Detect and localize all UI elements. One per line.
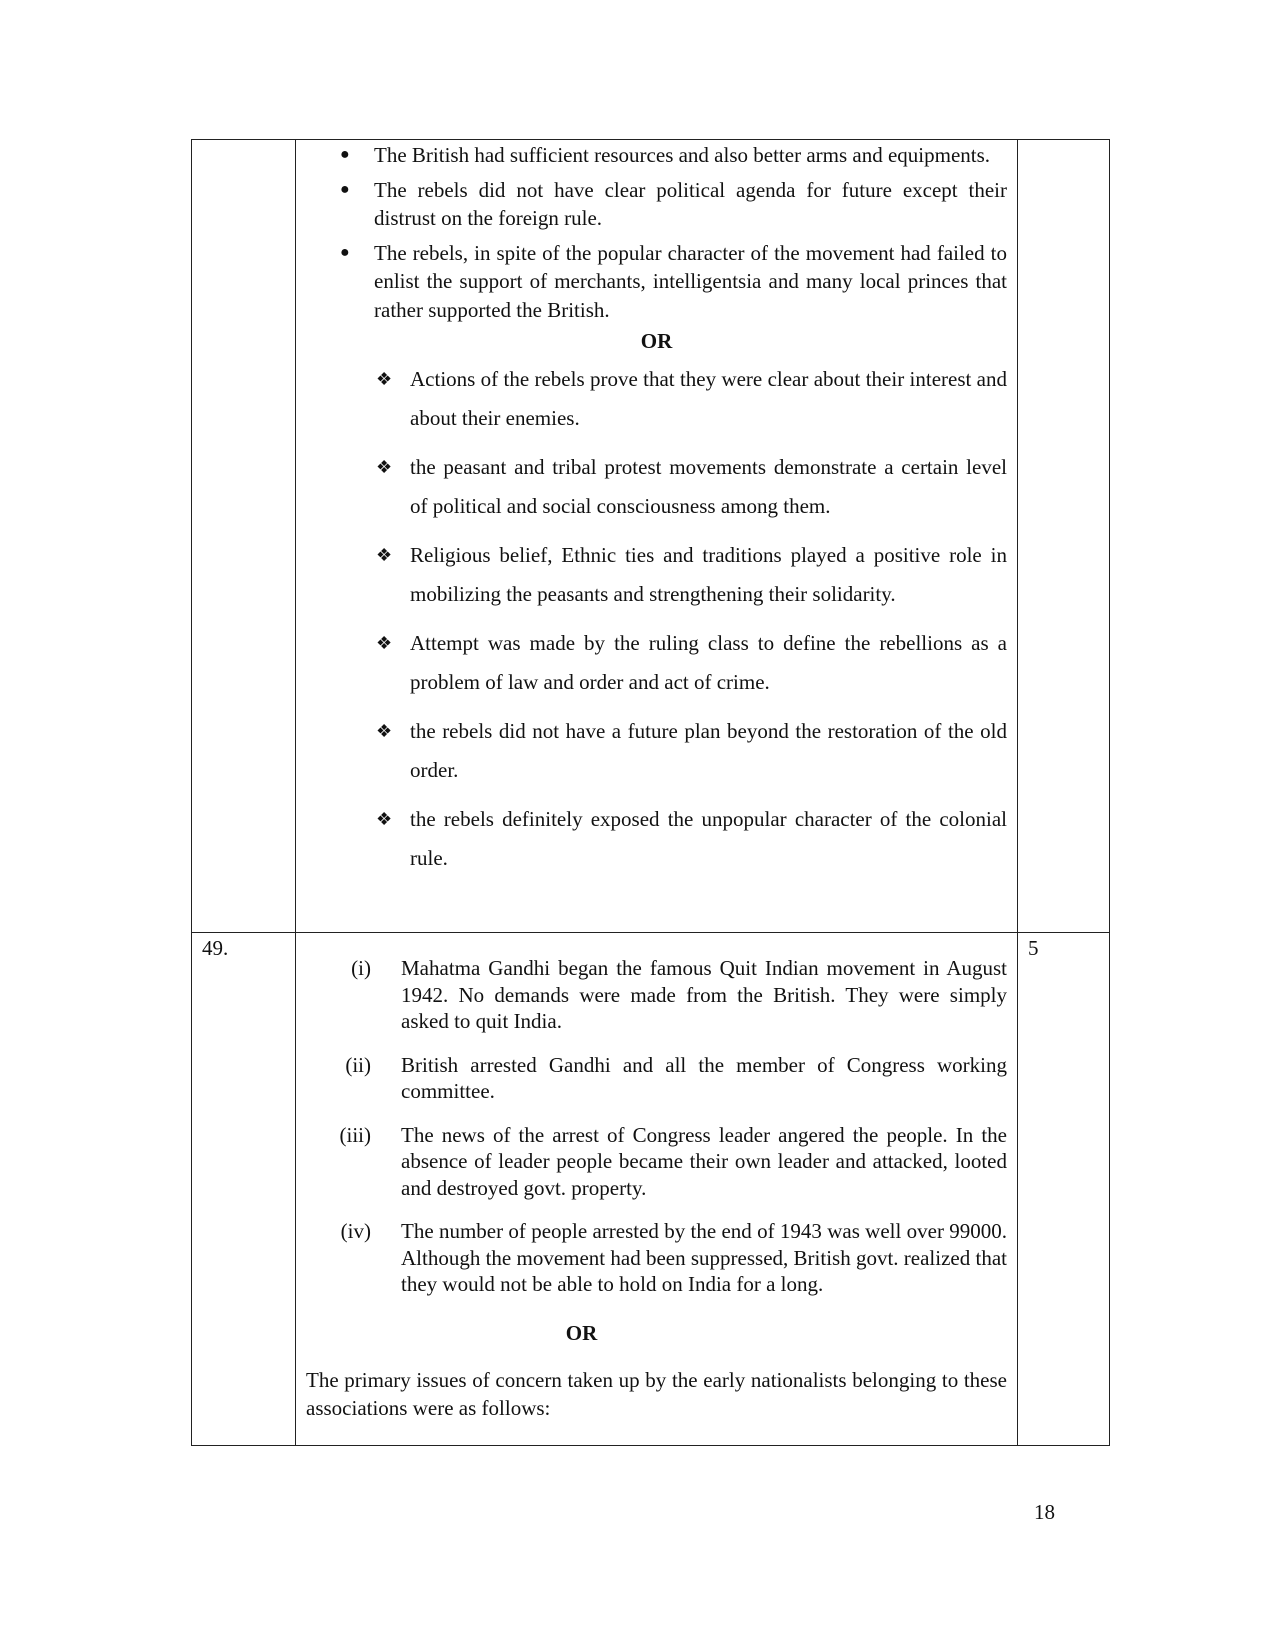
point-text: Mahatma Gandhi began the famous Quit Indian movement in August 1942. No demands were made from the British. They were simply asked to quit India. (401, 956, 1007, 1033)
diamond-bullet-icon: ❖ (376, 633, 393, 653)
bullet-text: The British had sufficient resources and also better arms and equipments. (374, 143, 991, 167)
answer-cell (296, 140, 1018, 933)
list-item (296, 1122, 1017, 1202)
question-number: 49. (202, 936, 229, 960)
closing-paragraph: The primary issues of concern taken up by the early nationalists belonging to these associations were as follows: (306, 1367, 1007, 1420)
marks-cell (1018, 933, 1110, 1446)
list-item (296, 176, 1017, 233)
or-separator: OR (640, 329, 673, 353)
bullet-icon: ● (340, 180, 350, 198)
point-label: (iv) (340, 1219, 371, 1243)
marks-value: 5 (1028, 936, 1039, 960)
list-item (296, 955, 1017, 1035)
diamond-bullet-icon: ❖ (376, 809, 393, 829)
point-text: The number of people arrested by the end of 1943 was well over 99000. Although the movement had been suppressed, British govt. realized that they would not be able to hold on India for a long. (401, 1219, 1007, 1296)
point-label: (iii) (339, 1122, 371, 1147)
diamond-bullet-icon: ❖ (376, 721, 393, 741)
question-number-cell (192, 933, 296, 1446)
answer-table (191, 139, 1110, 1446)
point-text: The news of the arrest of Congress leader angered the people. In the absence of leader people became their own leader and attacked, looted and destroyed govt. property. (401, 1122, 1007, 1200)
point-text: the rebels definitely exposed the unpopular character of the colonial rule. (410, 807, 1007, 870)
point-text: the rebels did not have a future plan beyond the restoration of the old order. (410, 719, 1007, 782)
list-item (296, 360, 1017, 438)
list-item (296, 712, 1017, 790)
point-text: Religious belief, Ethnic ties and traditions played a positive role in mobilizing the peasants and strengthening their solidarity. (410, 543, 1007, 606)
marks-value (1018, 140, 1109, 142)
marks-cell (1018, 140, 1110, 933)
list-item (296, 624, 1017, 702)
list-item (296, 536, 1017, 614)
answer-cell (296, 933, 1018, 1446)
page-number: 18 (1034, 1500, 1055, 1524)
bullet-icon: ● (340, 146, 350, 163)
list-item (296, 1052, 1017, 1105)
list-item (296, 239, 1017, 325)
bullet-text: The rebels did not have clear political agenda for future except their distrust on the foreign rule. (374, 177, 1007, 230)
point-text: Actions of the rebels prove that they were clear about their interest and about their enemies. (410, 367, 1007, 430)
or-separator: OR (565, 1320, 598, 1345)
list-item (296, 141, 1017, 170)
point-text: British arrested Gandhi and all the member of Congress working committee. (401, 1052, 1007, 1103)
table-row (192, 140, 1110, 933)
table-row (192, 933, 1110, 1446)
question-number (192, 140, 295, 142)
point-text: Attempt was made by the ruling class to define the rebellions as a problem of law and order and act of crime. (410, 631, 1007, 694)
diamond-bullet-icon: ❖ (376, 369, 393, 389)
bullet-icon: ● (340, 243, 350, 261)
list-item (296, 800, 1017, 878)
question-number-cell (192, 140, 296, 933)
point-label: (i) (351, 956, 371, 980)
point-text: the peasant and tribal protest movements demonstrate a certain level of political and social consciousness among them. (410, 455, 1007, 518)
bullet-text: The rebels, in spite of the popular character of the movement had failed to enlist the support of merchants, intelligentsia and many local princes that rather supported the British. (374, 240, 1007, 322)
point-label: (ii) (345, 1052, 371, 1077)
list-item (296, 1218, 1017, 1298)
list-item (296, 448, 1017, 526)
diamond-bullet-icon: ❖ (376, 457, 393, 477)
diamond-bullet-icon: ❖ (376, 545, 393, 565)
